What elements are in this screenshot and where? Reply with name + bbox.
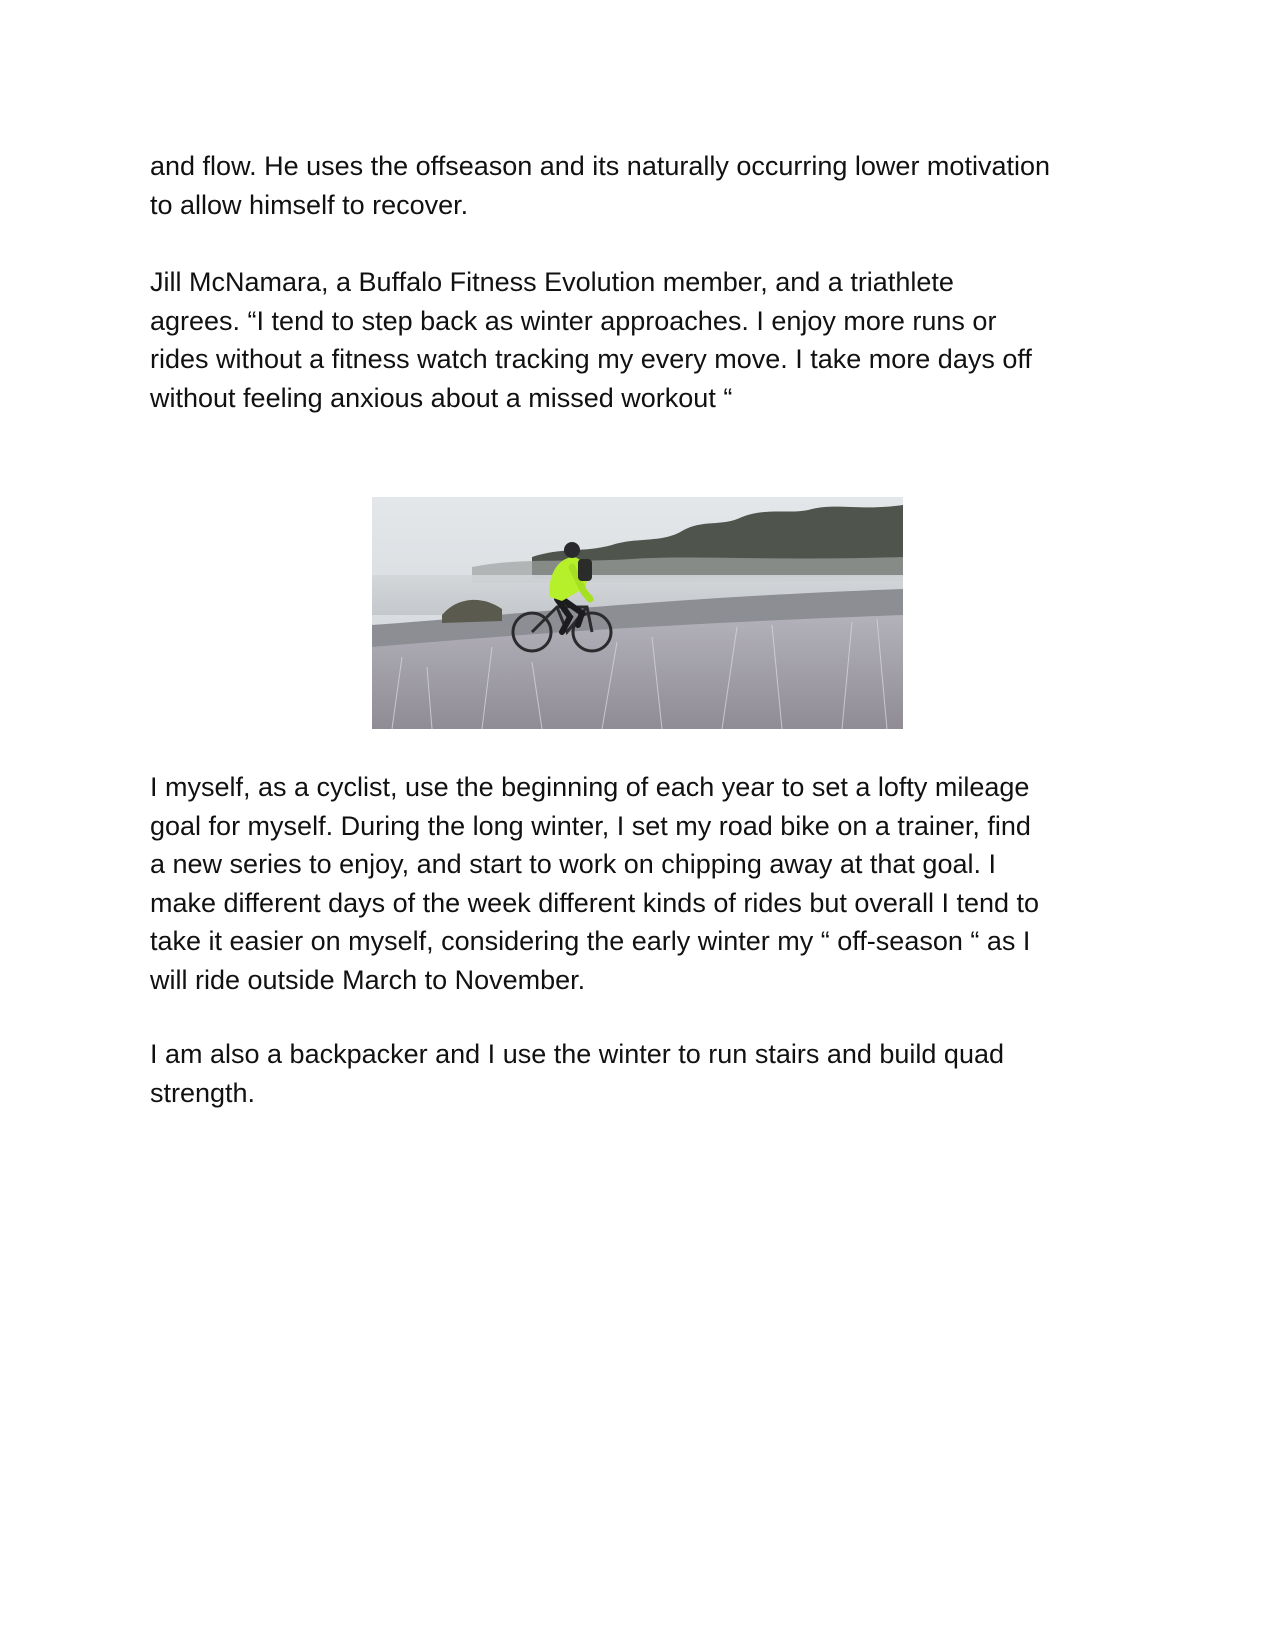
paragraph-author-backpacking: I am also a backpacker and I use the winter to run stairs and build quad strength. xyxy=(150,1039,1004,1108)
winter-cyclist-photo xyxy=(372,497,903,729)
winter-cyclist-illustration xyxy=(372,497,903,729)
paragraph-jill-mcnamara-quote: Jill McNamara, a Buffalo Fitness Evolution member, and a triathlete agrees. “I tend to step back as winter approaches. I enjoy more runs or rides without a fitness watch tracking my every move. I take more days off without feeling anxious about a missed workout “ xyxy=(150,267,1032,413)
paragraph-offseason-recovery: and flow. He uses the offseason and its naturally occurring lower motivation to allow himself to recover. xyxy=(150,151,1050,220)
rider-helmet xyxy=(564,542,580,558)
rider-backpack xyxy=(578,559,592,581)
paragraph-author-cycling: I myself, as a cyclist, use the beginning of each year to set a lofty mileage goal for myself. During the long winter, I set my road bike on a trainer, find a new series to enjoy, and start to work on chipping away at that goal. I make different days of the week different kinds of rides but overall I tend to take it easier on myself, considering the early winter my “ off-season “ as I will ride outside March to November. xyxy=(150,772,1040,995)
